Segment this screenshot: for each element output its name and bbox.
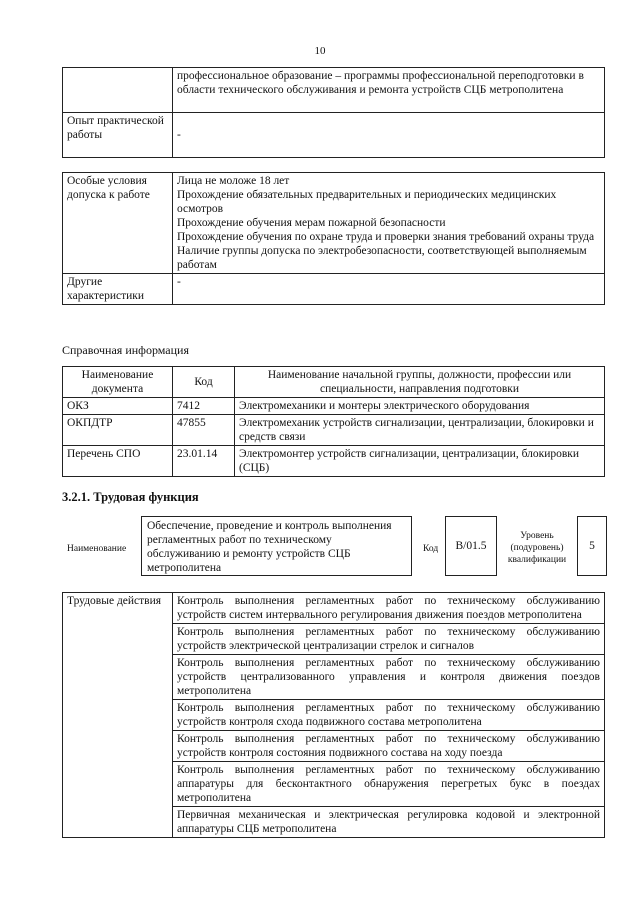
function-name-label: Наименование	[67, 544, 127, 554]
table-row	[63, 593, 605, 624]
reference-name: Электромеханики и монтеры электрического оборудования	[235, 398, 605, 415]
function-name-value: Обеспечение, проведение и контроль выполнения регламентных работ по техническому обслуживанию и ремонту устройств СЦБ метрополитена	[147, 520, 392, 574]
other-characteristics-value: -	[173, 274, 605, 305]
reference-header-name: Наименование начальной группы, должности, профессии или специальности, направления подготовки	[235, 367, 605, 398]
table-row	[63, 415, 605, 446]
qualification-level-label: Уровень (подуровень) квалификации	[507, 531, 567, 565]
page-number: 10	[314, 45, 326, 57]
reference-title: Справочная информация	[62, 343, 189, 357]
function-name-box	[141, 516, 412, 576]
reference-code: 7412	[173, 398, 235, 415]
other-characteristics-label: Другие характеристики	[63, 274, 173, 305]
reference-header-doc: Наименование документа	[63, 367, 173, 398]
function-code-label: Код	[423, 544, 439, 554]
special-condition-item: Лица не моложе 18 лет	[177, 175, 290, 187]
labor-action-item: Контроль выполнения регламентных работ по техническому обслуживанию устройств централизованного управления и контроля движения поездов метрополитена	[173, 655, 605, 700]
reference-header-code: Код	[173, 367, 235, 398]
labor-action-item: Контроль выполнения регламентных работ по техническому обслуживанию устройств электрической централизации стрелок и сигналов	[173, 624, 605, 655]
reference-code: 47855	[173, 415, 235, 446]
reference-code: 23.01.14	[173, 446, 235, 477]
reference-doc: Перечень СПО	[63, 446, 173, 477]
special-conditions-label: Особые условия допуска к работе	[63, 173, 173, 274]
reference-doc: ОКЗ	[63, 398, 173, 415]
labor-action-item: Контроль выполнения регламентных работ по техническому обслуживанию аппаратуры для бесконтактного обнаружения перегретых букс в поездах метрополитена	[173, 762, 605, 807]
special-condition-item: Прохождение обучения по охране труда и проверки знания требований охраны труда	[177, 231, 595, 243]
special-condition-item: Прохождение обучения мерам пожарной безопасности	[177, 217, 446, 229]
special-conditions-row	[63, 173, 605, 274]
experience-value: -	[173, 113, 605, 158]
special-condition-item: Прохождение обязательных предварительных и периодических медицинских осмотров	[177, 189, 557, 215]
labor-action-item: Контроль выполнения регламентных работ по техническому обслуживанию устройств контроля состояния подвижного состава на ходу поезда	[173, 731, 605, 762]
education-row	[63, 68, 605, 113]
reference-header-row	[63, 367, 605, 398]
education-table	[62, 67, 605, 158]
qualification-level-value: 5	[589, 540, 595, 552]
experience-row	[63, 113, 605, 158]
labor-action-item: Контроль выполнения регламентных работ по техническому обслуживанию устройств контроля схода подвижного состава метрополитена	[173, 700, 605, 731]
labor-actions-table	[62, 592, 605, 838]
conditions-table	[62, 172, 605, 305]
labor-action-item: Контроль выполнения регламентных работ по техническому обслуживанию устройств систем интервального регулирования движения поездов метрополитена	[173, 593, 605, 624]
reference-doc: ОКПДТР	[63, 415, 173, 446]
labor-function-title: 3.2.1. Трудовая функция	[62, 490, 199, 504]
function-code-value: В/01.5	[455, 540, 487, 552]
reference-table	[62, 366, 605, 477]
qualification-level-box	[577, 516, 607, 576]
special-condition-item: Наличие группы допуска по электробезопасности, соответствующей выполняемым работам	[177, 245, 587, 271]
table-row	[63, 446, 605, 477]
special-conditions-list	[173, 173, 605, 274]
labor-action-item: Первичная механическая и электрическая регулировка кодовой и электронной аппаратуры СЦБ метрополитена	[173, 807, 605, 838]
reference-name: Электромонтер устройств сигнализации, централизации, блокировки (СЦБ)	[235, 446, 605, 477]
education-continuation: профессиональное образование – программы профессиональной переподготовки в области технического обслуживания и ремонта устройств СЦБ метрополитена	[173, 68, 605, 113]
function-code-box	[445, 516, 497, 576]
reference-name: Электромеханик устройств сигнализации, централизации, блокировки и средств связи	[235, 415, 605, 446]
experience-label: Опыт практической работы	[63, 113, 173, 158]
table-row	[63, 398, 605, 415]
labor-actions-label: Трудовые действия	[63, 593, 173, 838]
other-characteristics-row	[63, 274, 605, 305]
